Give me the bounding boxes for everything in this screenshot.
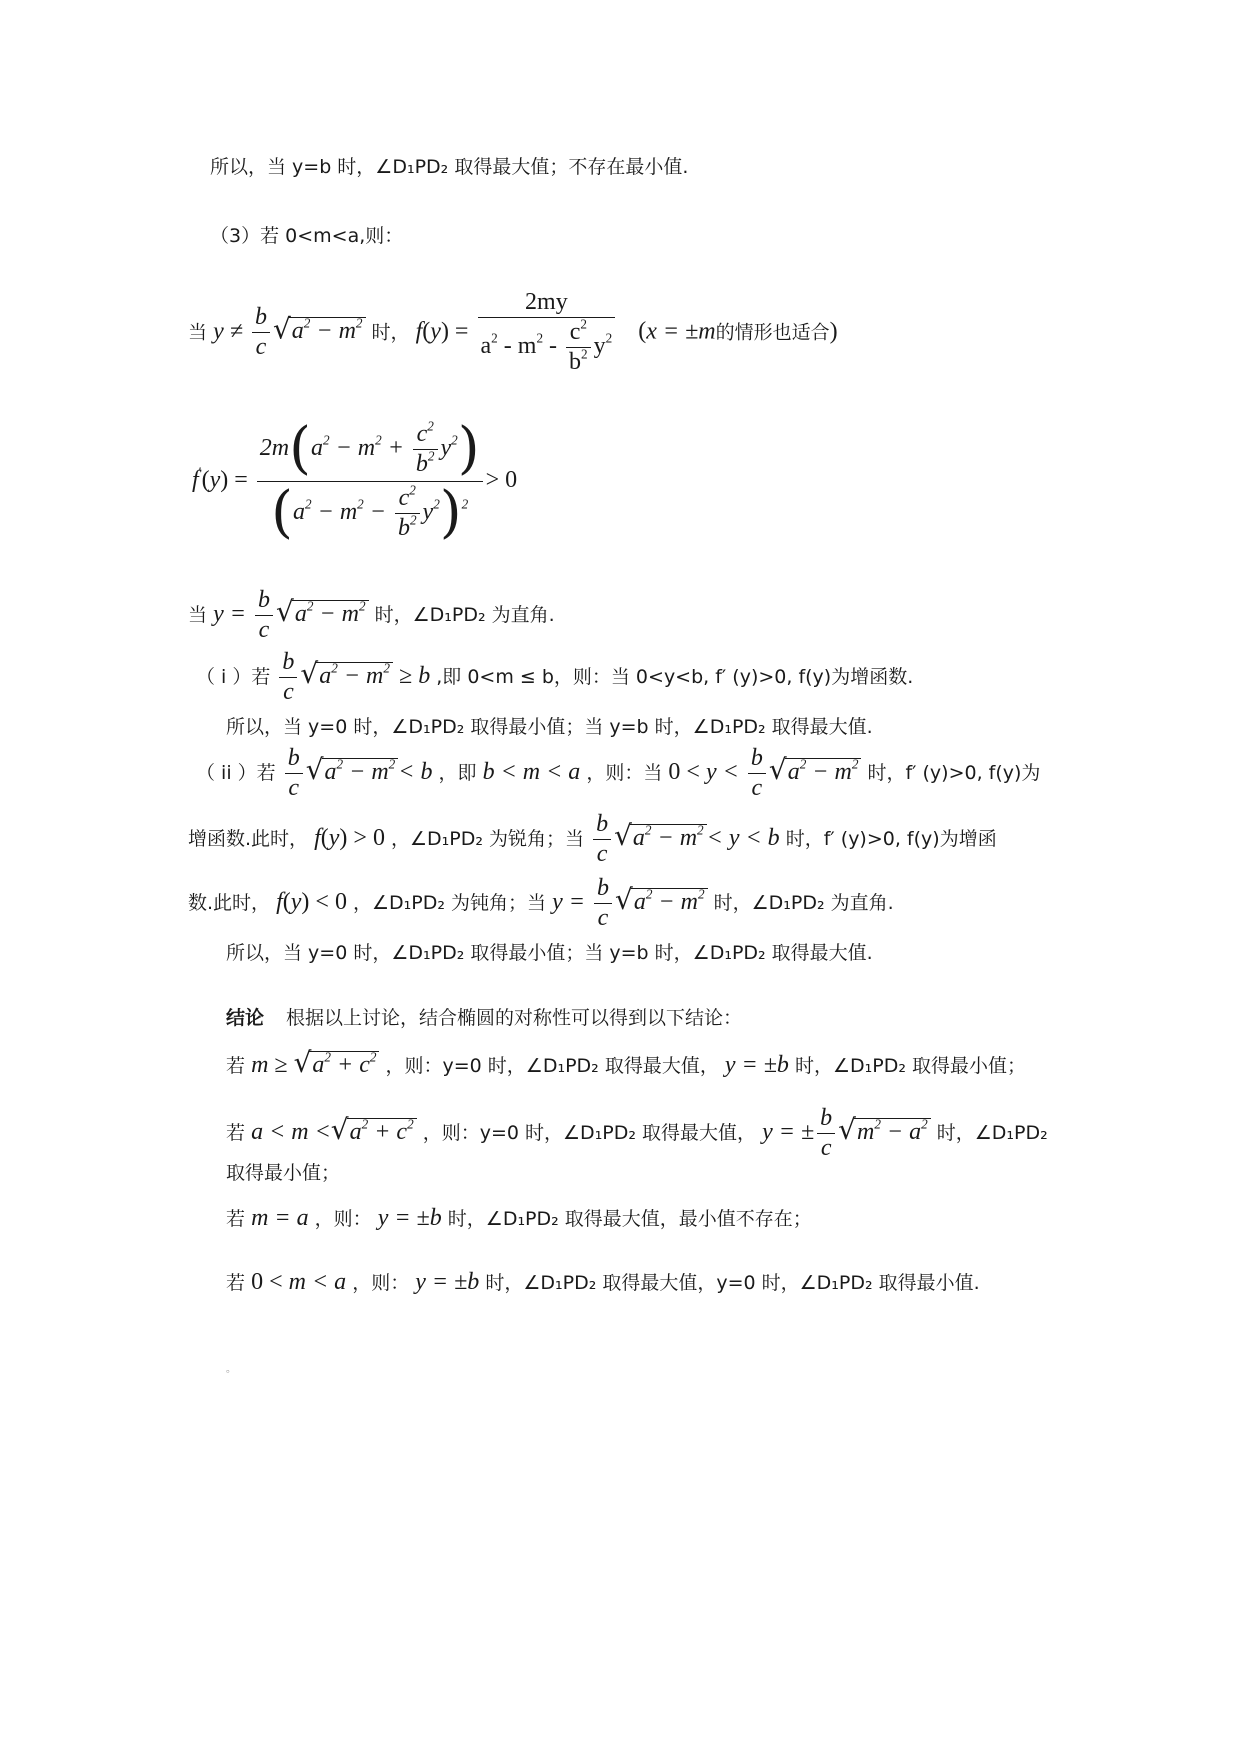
text-right-angle: 当 y = $\frac{b}{c}$ $√a^2 - m^2$ 时，∠D₁PD₂ 为直角. <box>188 587 555 644</box>
text-line-10: 数.此时， f(y) < 0 ，∠D₁PD₂ 为钝角；当 y = $\frac{b}{c}$ $√a^2 - m^2$ 时，∠D₁PD₂ 为直角. <box>188 875 894 932</box>
conclusion-2-cont: 取得最小值； <box>226 1162 341 1184</box>
conclusion-heading: 结论 根据以上讨论，结合椭圆的对称性可以得到以下结论： <box>226 1007 743 1029</box>
text-subcase-ii: （ ii ）若 $\frac{b}{c}$ $√a^2 - m^2 < b$ ，即 b < m < a ，则：当 0 < y < $\frac{b}{c}$ $√a^2 - m^2$ 时，f′ (y)>0, f(y)为 <box>196 745 1041 802</box>
conclusion-1: 若 $m \ge √a^2 + c^2$ ，则：y=0 时，∠D₁PD₂ 取得最大值， y = ±b 时，∠D₁PD₂ 取得最小值； <box>226 1046 1026 1079</box>
conclusion-2: 若 $a < m <√a^2 + c^2$ ，则：y=0 时，∠D₁PD₂ 取得最大值， y = ± $\frac{b}{c}$ $√m^2 - a^2$ 时，∠D₁PD₂ <box>226 1105 1048 1162</box>
conclusion-3: 若 m = a ，则： y = ±b 时，∠D₁PD₂ 取得最大值，最小值不存在； <box>226 1205 812 1231</box>
text-subcase-i: （ i ）若 $\frac{b}{c}$ $√a^2 - m^2 \ge b$ ,即 0<m ≤ b，则：当 0<y<b, f′ (y)>0, f(y)为增函数. <box>196 649 914 706</box>
equation-fy: 当 y ≠ $\frac{b}{c}$ $√a^2 - m^2$ 时， f(y) = 2my $a^2 - m^2$ - $\frac{c^2}{b^2}$ $y^2$ (x = ±m的情形也适合) <box>188 289 838 376</box>
text-case-3: （3）若 0<m<a,则： <box>210 225 404 247</box>
text-line-1: 所以，当 y=b 时，∠D₁PD₂ 取得最大值；不存在最小值. <box>210 156 689 178</box>
text-line-11: 所以，当 y=0 时，∠D₁PD₂ 取得最小值；当 y=b 时，∠D₁PD₂ 取得最大值. <box>226 942 873 964</box>
end-mark: 。 <box>226 1364 236 1375</box>
equation-derivative: f′(y) = $2m(a^2 - m^2$ + $\frac{c^2}{b^2}$ $y^2$) ($a^2 - m^2$ − $\frac{c^2}{b^2}$ $y^2)^2$ > 0 <box>192 416 518 545</box>
text-line-9: 增函数.此时， f(y) > 0 ，∠D₁PD₂ 为锐角；当 $\frac{b}{c}$ $√a^2 - m^2 < y < b$ 时，f′ (y)>0, f(y)为增函 <box>188 811 997 868</box>
text-line-7: 所以，当 y=0 时，∠D₁PD₂ 取得最小值；当 y=b 时，∠D₁PD₂ 取得最大值. <box>226 716 873 738</box>
conclusion-4: 若 0 < m < a ，则： y = ±b 时，∠D₁PD₂ 取得最大值，y=0 时，∠D₁PD₂ 取得最小值. <box>226 1269 980 1295</box>
